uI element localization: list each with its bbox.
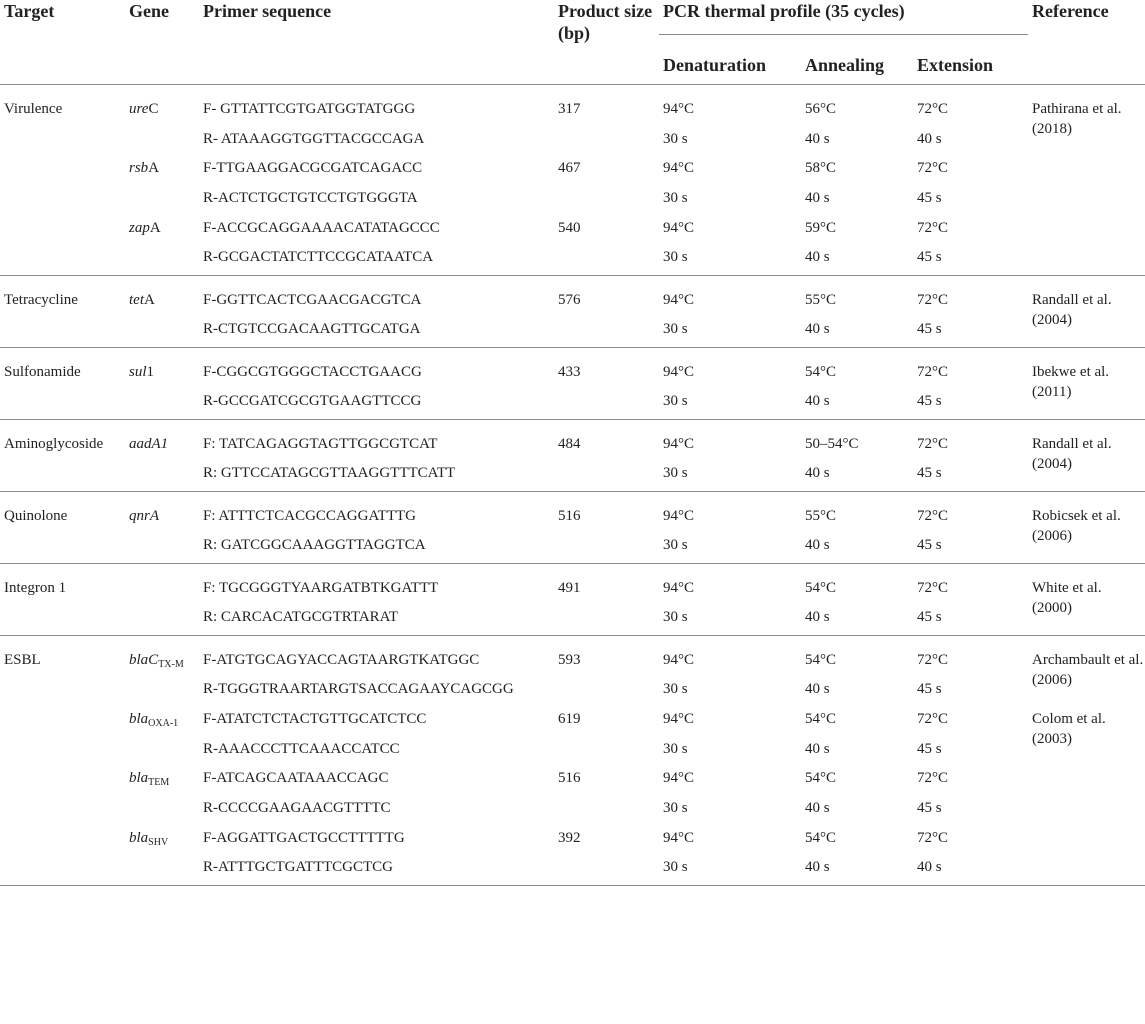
annealing-temp: 55°C bbox=[805, 291, 837, 308]
gene-cell bbox=[125, 419, 199, 491]
extension-time: 45 s bbox=[917, 321, 942, 338]
denaturation-time: 30 s bbox=[663, 609, 688, 626]
header-annealing: Annealing bbox=[805, 55, 885, 75]
gene-prefix: ure bbox=[129, 101, 149, 117]
extension-time: 45 s bbox=[917, 800, 942, 816]
annealing-time: 40 s bbox=[805, 189, 830, 206]
gene-cell bbox=[125, 764, 199, 823]
product-size: 484 bbox=[558, 435, 581, 452]
reverse-primer: R: GTTCCATAGCGTTAAGGTTTCATT bbox=[203, 465, 456, 482]
header-reference: Reference bbox=[1032, 1, 1109, 21]
forward-primer: F-TTGAAGGACGCGATCAGACC bbox=[203, 160, 423, 177]
group-5 bbox=[0, 563, 1145, 635]
annealing-temp: 59°C bbox=[805, 219, 837, 236]
extension-temp: 72°C bbox=[917, 579, 949, 596]
forward-primer: F: TATCAGAGGTAGTTGGCGTCAT bbox=[203, 435, 438, 452]
product-size: 467 bbox=[558, 160, 581, 177]
denaturation-time: 30 s bbox=[663, 393, 688, 410]
table-row bbox=[0, 635, 1145, 675]
extension-temp: 72°C bbox=[917, 710, 949, 727]
denaturation-temp: 94°C bbox=[663, 507, 695, 524]
denaturation-time: 30 s bbox=[663, 800, 688, 816]
denaturation-time: 30 s bbox=[663, 740, 688, 757]
reverse-primer: R: GATCGGCAAAGGTTAGGTCA bbox=[203, 537, 426, 554]
target-cell: Quinolone bbox=[4, 507, 68, 524]
gene-suffix: A bbox=[149, 219, 161, 236]
gene-name bbox=[129, 100, 191, 119]
product-size: 317 bbox=[558, 101, 581, 117]
annealing-temp: 58°C bbox=[805, 160, 837, 177]
product-size: 491 bbox=[558, 579, 581, 596]
gene-cell bbox=[125, 214, 199, 276]
product-size: 392 bbox=[558, 829, 581, 846]
header-pcr-thermal-profile: PCR thermal profile (35 cycles) bbox=[659, 0, 1028, 35]
reference-cell: Archambault et al. (2006) bbox=[1032, 651, 1144, 688]
table-row bbox=[0, 764, 1145, 794]
extension-temp: 72°C bbox=[917, 507, 949, 524]
denaturation-temp: 94°C bbox=[663, 710, 695, 727]
extension-temp: 72°C bbox=[917, 829, 949, 846]
gene-name bbox=[129, 507, 191, 526]
forward-primer: F-AGGATTGACTGCCTTTTTG bbox=[203, 829, 405, 846]
annealing-time: 40 s bbox=[805, 609, 830, 626]
reverse-primer: R-CCCCGAAGAACGTTTTC bbox=[203, 800, 391, 816]
table-header bbox=[0, 0, 1145, 85]
reference-cell: White et al. (2000) bbox=[1032, 579, 1102, 616]
gene-name bbox=[129, 769, 191, 788]
forward-primer: F-GGTTCACTCGAACGACGTCA bbox=[203, 291, 422, 308]
extension-time: 45 s bbox=[917, 465, 942, 482]
gene-name bbox=[129, 159, 191, 178]
gene-prefix: bla bbox=[129, 829, 149, 846]
extension-temp: 72°C bbox=[917, 363, 949, 380]
annealing-temp: 54°C bbox=[805, 579, 837, 596]
annealing-temp: 50–54°C bbox=[805, 435, 859, 452]
denaturation-temp: 94°C bbox=[663, 101, 695, 117]
denaturation-time: 30 s bbox=[663, 189, 688, 206]
gene-name bbox=[129, 363, 191, 382]
denaturation-temp: 94°C bbox=[663, 579, 695, 596]
extension-time: 45 s bbox=[917, 537, 942, 554]
product-size: 516 bbox=[558, 507, 581, 524]
table-row bbox=[0, 705, 1145, 735]
gene-cell bbox=[125, 347, 199, 419]
gene-name bbox=[129, 651, 191, 670]
extension-time: 45 s bbox=[917, 681, 942, 698]
gene-subscript: OXA-1 bbox=[148, 717, 179, 729]
extension-temp: 72°C bbox=[917, 770, 949, 787]
gene-cell bbox=[125, 154, 199, 213]
target-cell: Integron 1 bbox=[4, 579, 67, 596]
forward-primer: F- GTTATTCGTGATGGTATGGG bbox=[203, 101, 416, 117]
annealing-time: 40 s bbox=[805, 130, 830, 147]
denaturation-temp: 94°C bbox=[663, 770, 695, 787]
gene-name bbox=[129, 291, 191, 310]
gene-subscript: SHV bbox=[148, 836, 169, 848]
extension-time: 40 s bbox=[917, 859, 942, 876]
target-cell: ESBL bbox=[4, 651, 41, 668]
gene-prefix: rsb bbox=[129, 160, 149, 177]
target-cell: Aminoglycoside bbox=[4, 435, 104, 452]
target-cell: Sulfonamide bbox=[4, 363, 81, 380]
table-row bbox=[0, 154, 1145, 184]
table-row bbox=[0, 85, 1145, 125]
header-extension: Extension bbox=[917, 55, 994, 75]
annealing-temp: 54°C bbox=[805, 770, 837, 787]
group-0 bbox=[0, 85, 1145, 276]
extension-time: 45 s bbox=[917, 393, 942, 410]
forward-primer: F-CGGCGTGGGCTACCTGAACG bbox=[203, 363, 422, 380]
reverse-primer: R-AAACCCTTCAAACCATCC bbox=[203, 740, 400, 757]
extension-time: 45 s bbox=[917, 609, 942, 626]
extension-time: 45 s bbox=[917, 740, 942, 757]
group-6 bbox=[0, 635, 1145, 885]
denaturation-temp: 94°C bbox=[663, 651, 695, 668]
gene-prefix: tet bbox=[129, 291, 144, 308]
reverse-primer: R-GCCGATCGCGTGAAGTTCCG bbox=[203, 393, 422, 410]
gene-prefix: sul bbox=[129, 363, 147, 380]
table-row bbox=[0, 275, 1145, 315]
table-row bbox=[0, 491, 1145, 531]
denaturation-time: 30 s bbox=[663, 321, 688, 338]
extension-temp: 72°C bbox=[917, 160, 949, 177]
reference-cell: Randall et al. (2004) bbox=[1032, 435, 1112, 472]
reverse-primer: R- ATAAAGGTGGTTACGCCAGA bbox=[203, 130, 425, 147]
forward-primer: F-ATATCTCTACTGTTGCATCTCC bbox=[203, 710, 427, 727]
annealing-temp: 54°C bbox=[805, 710, 837, 727]
annealing-temp: 55°C bbox=[805, 507, 837, 524]
extension-time: 45 s bbox=[917, 249, 942, 266]
gene-cell bbox=[125, 85, 199, 155]
denaturation-temp: 94°C bbox=[663, 291, 695, 308]
reverse-primer: R-ATTTGCTGATTTCGCTCG bbox=[203, 859, 393, 876]
reverse-primer: R-CTGTCCGACAAGTTGCATGA bbox=[203, 321, 421, 338]
header-denaturation: Denaturation bbox=[663, 55, 766, 75]
target-cell: Tetracycline bbox=[4, 291, 78, 308]
annealing-time: 40 s bbox=[805, 537, 830, 554]
denaturation-time: 30 s bbox=[663, 859, 688, 876]
denaturation-time: 30 s bbox=[663, 465, 688, 482]
gene-suffix: A bbox=[144, 291, 155, 308]
annealing-time: 40 s bbox=[805, 465, 830, 482]
reverse-primer: R-GCGACTATCTTCCGCATAATCA bbox=[203, 249, 434, 266]
product-size: 576 bbox=[558, 291, 581, 308]
product-size: 516 bbox=[558, 770, 581, 787]
gene-subscript: TEM bbox=[148, 777, 170, 789]
denaturation-temp: 94°C bbox=[663, 363, 695, 380]
annealing-time: 40 s bbox=[805, 859, 830, 876]
reverse-primer: R-ACTCTGCTGTCCTGTGGGTA bbox=[203, 189, 418, 206]
table-row bbox=[0, 214, 1145, 244]
gene-suffix: 1 bbox=[146, 363, 155, 380]
table-row bbox=[0, 419, 1145, 459]
group-1 bbox=[0, 275, 1145, 347]
gene-prefix: bla bbox=[129, 770, 149, 787]
annealing-time: 40 s bbox=[805, 800, 830, 816]
reverse-primer: R-TGGGTRAARTARGTSACCAGAAYCAGCGG bbox=[203, 681, 514, 698]
denaturation-temp: 94°C bbox=[663, 160, 695, 177]
annealing-time: 40 s bbox=[805, 321, 830, 338]
reference-cell: Robicsek et al. (2006) bbox=[1032, 507, 1121, 544]
target-cell: Virulence bbox=[4, 101, 63, 117]
gene-prefix: aadA1 bbox=[129, 435, 169, 452]
gene-prefix: zap bbox=[129, 219, 150, 236]
extension-temp: 72°C bbox=[917, 651, 949, 668]
forward-primer: F-ATCAGCAATAAACCAGC bbox=[203, 770, 389, 787]
gene-prefix: bla bbox=[129, 710, 149, 727]
gene-subscript: TX-M bbox=[158, 658, 184, 670]
group-2 bbox=[0, 347, 1145, 419]
gene-name bbox=[129, 710, 191, 729]
gene-suffix: C bbox=[148, 101, 159, 117]
extension-temp: 72°C bbox=[917, 291, 949, 308]
denaturation-time: 30 s bbox=[663, 681, 688, 698]
gene-cell bbox=[125, 635, 199, 705]
forward-primer: F: TGCGGGTYAARGATBTKGATTT bbox=[203, 579, 439, 596]
reference-cell: Pathirana et al. (2018) bbox=[1032, 101, 1122, 137]
header-product-size: Product size (bp) bbox=[558, 1, 653, 43]
annealing-temp: 54°C bbox=[805, 651, 837, 668]
reverse-primer: R: CARCACATGCGTRTARAT bbox=[203, 609, 399, 626]
extension-temp: 72°C bbox=[917, 101, 949, 117]
group-3 bbox=[0, 419, 1145, 491]
reference-cell: Colom et al. (2003) bbox=[1032, 710, 1106, 747]
annealing-time: 40 s bbox=[805, 681, 830, 698]
extension-temp: 72°C bbox=[917, 435, 949, 452]
product-size: 593 bbox=[558, 651, 581, 668]
gene-name bbox=[129, 829, 191, 848]
forward-primer: F: ATTTCTCACGCCAGGATTTG bbox=[203, 507, 416, 524]
denaturation-time: 30 s bbox=[663, 130, 688, 147]
annealing-time: 40 s bbox=[805, 249, 830, 266]
reference-cell: Ibekwe et al. (2011) bbox=[1032, 363, 1110, 400]
product-size: 540 bbox=[558, 219, 581, 236]
gene-name bbox=[129, 435, 191, 454]
product-size: 619 bbox=[558, 710, 581, 727]
denaturation-temp: 94°C bbox=[663, 219, 695, 236]
header-target: Target bbox=[4, 1, 55, 21]
extension-time: 40 s bbox=[917, 130, 942, 147]
gene-cell bbox=[125, 824, 199, 886]
annealing-time: 40 s bbox=[805, 740, 830, 757]
gene-prefix: qnrA bbox=[129, 507, 159, 524]
gene-suffix: A bbox=[148, 160, 160, 177]
extension-time: 45 s bbox=[917, 189, 942, 206]
annealing-temp: 56°C bbox=[805, 101, 837, 117]
product-size: 433 bbox=[558, 363, 581, 380]
table-row bbox=[0, 824, 1145, 854]
extension-temp: 72°C bbox=[917, 219, 949, 236]
group-4 bbox=[0, 491, 1145, 563]
header-primer-sequence: Primer sequence bbox=[203, 1, 332, 21]
table-row bbox=[0, 563, 1145, 603]
annealing-temp: 54°C bbox=[805, 829, 837, 846]
forward-primer: F-ACCGCAGGAAAACATATAGCCC bbox=[203, 219, 440, 236]
annealing-temp: 54°C bbox=[805, 363, 837, 380]
table-row bbox=[0, 347, 1145, 387]
denaturation-temp: 94°C bbox=[663, 829, 695, 846]
gene-cell bbox=[125, 491, 199, 563]
denaturation-time: 30 s bbox=[663, 249, 688, 266]
reference-cell: Randall et al. (2004) bbox=[1032, 291, 1112, 328]
gene-cell bbox=[125, 563, 199, 635]
denaturation-temp: 94°C bbox=[663, 435, 695, 452]
header-gene: Gene bbox=[129, 1, 169, 21]
gene-name bbox=[129, 219, 191, 238]
annealing-time: 40 s bbox=[805, 393, 830, 410]
denaturation-time: 30 s bbox=[663, 537, 688, 554]
forward-primer: F-ATGTGCAGYACCAGTAARGTKATGGC bbox=[203, 651, 480, 668]
gene-cell bbox=[125, 705, 199, 764]
gene-cell bbox=[125, 275, 199, 347]
gene-prefix: blaC bbox=[129, 651, 159, 668]
